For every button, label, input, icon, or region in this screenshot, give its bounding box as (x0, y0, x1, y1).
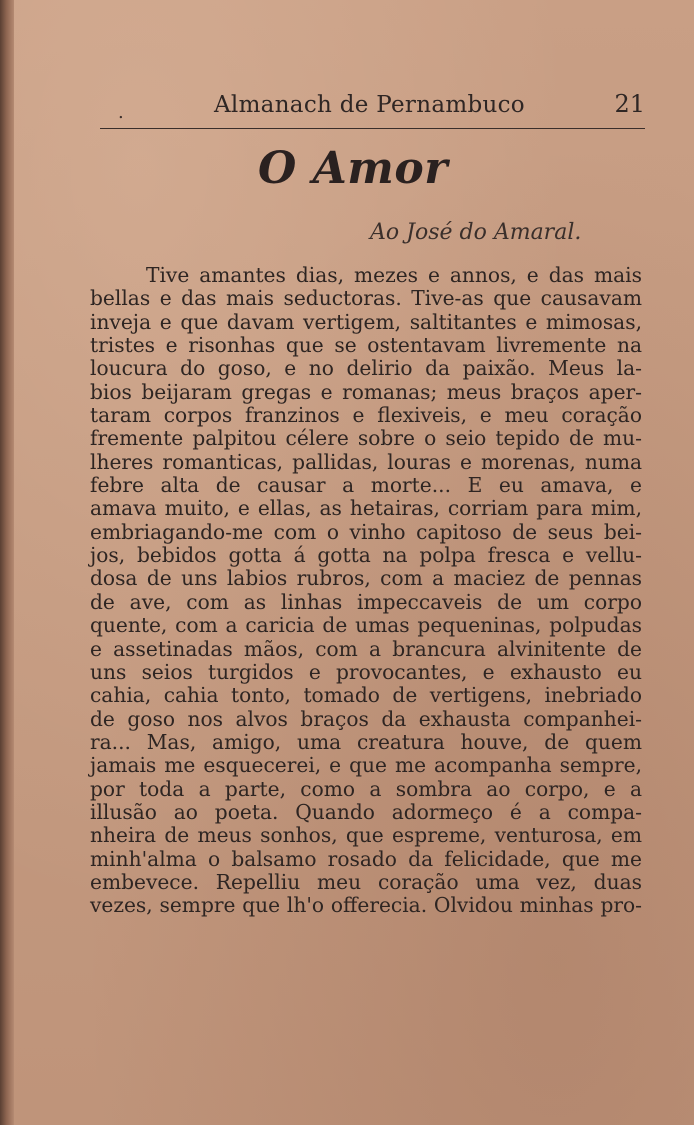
body-line: amava muito, e ellas, as hetairas, corriam para mim, (90, 496, 642, 521)
body-line: minh'alma o balsamo rosado da felicidade, que me (90, 846, 642, 871)
body-line: ra... Mas, amigo, uma creatura houve, de quem (90, 729, 642, 754)
body-line: febre alta de causar a morte... E eu amava, e (90, 473, 642, 498)
body-line: bellas e das mais seductoras. Tive-as que causavam (90, 286, 642, 311)
article-body (90, 264, 642, 918)
body-line: vezes, sempre que lh'o offerecia. Olvidou minhas pro- (90, 893, 642, 918)
article-dedication: Ao José do Amaral. (370, 220, 582, 245)
body-line: jos, bebidos gotta á gotta na polpa fresca e vellu- (90, 543, 642, 568)
body-line: e assetinadas mãos, com a brancura alvinitente de (90, 636, 642, 661)
page-number: 21 (614, 90, 645, 118)
body-line: jamais me esquecerei, e que me acompanha sempre, (90, 753, 642, 778)
body-line: inveja e que davam vertigem, saltitantes e mimosas, (90, 309, 642, 334)
body-line: illusão ao poeta. Quando adormeço é a compa- (90, 799, 642, 824)
body-line: de ave, com as linhas impeccaveis de um corpo (90, 589, 642, 614)
body-line: lheres romanticas, pallidas, louras e morenas, numa (90, 449, 642, 474)
body-line: uns seios turgidos e provocantes, e exhausto eu (90, 659, 642, 684)
body-line: por toda a parte, como a sombra ao corpo, e a (90, 776, 642, 801)
body-line: de goso nos alvos braços da exhausta companhei- (90, 706, 642, 731)
body-line: taram corpos franzinos e flexiveis, e meu coração (90, 403, 642, 428)
body-line: Tive amantes dias, mezes e annos, e das mais (146, 263, 642, 287)
body-line: embevece. Repelliu meu coração uma vez, duas (90, 869, 642, 894)
header-ornament-dot: . (118, 102, 124, 123)
page-binding-edge (0, 0, 14, 1125)
body-line: nheira de meus sonhos, que espreme, venturosa, em (90, 823, 642, 848)
body-line: fremente palpitou célere sobre o seio tepido de mu- (90, 426, 642, 451)
body-line: quente, com a caricia de umas pequeninas, polpudas (90, 613, 642, 638)
article-title: O Amor (258, 143, 448, 194)
running-header-title: Almanach de Pernambuco (214, 92, 525, 118)
body-line: tristes e risonhas que se ostentavam livremente na (90, 333, 642, 358)
running-header (100, 88, 645, 129)
body-line: bios beijaram gregas e romanas; meus braços aper- (90, 379, 642, 404)
body-line: dosa de uns labios rubros, com a maciez de pennas (90, 566, 642, 591)
body-line: loucura do goso, e no delirio da paixão. Meus la- (90, 356, 642, 381)
body-line: cahia, cahia tonto, tomado de vertigens, inebriado (90, 683, 642, 708)
body-line: embriagando-me com o vinho capitoso de seus bei- (90, 519, 642, 544)
